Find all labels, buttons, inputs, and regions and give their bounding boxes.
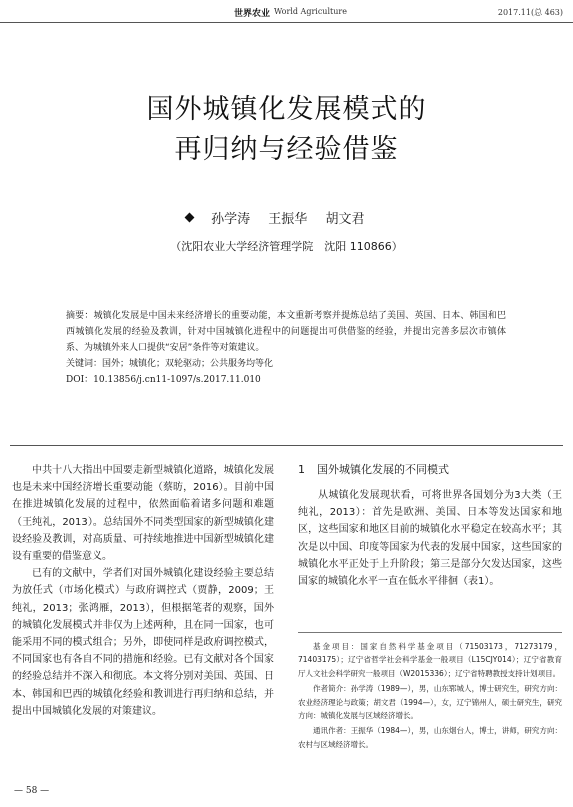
author-affiliation: （沈阳农业大学经济管理学院 沈阳 110866） — [170, 240, 403, 253]
body-paragraph: 已有的文献中，学者们对国外城镇化建设经验主要总结为放任式（市场化模式）与政府调控式（贾静，2009；王纯礼，2013；张鸿雁，2013），但根据笔者的观察，国外的城镇化发展模式并非仅为上述两种，且在同一国家，也可能采用不同的模式组合；另外，即使同样是政府调控模式，不同国家也有各自不同的措施和经验。已有文献对各个国家的经验总结并不深入和彻底。本文将分别对美国、英国、日本、韩国和巴西的城镇化经验和教训进行再归纳和总结，并提出中国城镇化发展的对策建议。 — [12, 568, 274, 717]
page-number: — 58 — — [14, 786, 50, 796]
body-left-column — [12, 462, 274, 720]
diamond-icon — [185, 213, 195, 223]
body-right-column — [298, 462, 562, 590]
body-paragraph: 从城镇化发展现状看，可将世界各国划分为3大类（王纯礼，2013）：首先是欧洲、美国、日本等发达国家和地区，这些国家和地区目前的城镇化水平稳定在较高水平；其次是以中国、印度等国家为代表的发展中国家，这些国家的城镇化水平正处于上升阶段；第三是部分欠发达国家，这些国家的城镇化水平一直在低水平徘徊（表1）。 — [298, 490, 562, 588]
doi: DOI：10.13856/j.cn11-1097/s.2017.11.010 — [66, 375, 261, 385]
author-name: 孙学涛 — [211, 212, 251, 227]
page-header — [0, 0, 573, 23]
keywords: 关键词：国外；城镇化；双轮驱动；公共服务均等化 — [66, 359, 274, 369]
article-title — [0, 90, 573, 170]
section-heading — [298, 462, 562, 478]
journal-english-name: World Agriculture — [274, 7, 347, 16]
body-paragraph: 中共十八大指出中国要走新型城镇化道路，城镇化发展也是未来中国经济增长重要动能（蔡昉，2016）。目前中国在推进城镇化发展的过程中，依然面临着诸多问题和难题（王纯礼，2013）。总结国外不同类型国家的新型城镇化建设经验及教训，对高质量、可持续地推进中国新型城镇化建设有重要的借鉴意义。 — [12, 465, 274, 563]
section-title: 国外城镇化发展的不同模式 — [317, 463, 449, 476]
section-divider — [10, 445, 563, 446]
title-line-1: 国外城镇化发展模式的 — [146, 94, 427, 125]
journal-name: 世界农业 — [234, 9, 271, 19]
title-line-2: 再归纳与经验借鉴 — [174, 134, 399, 165]
issue-number: 2017.11(总 463) — [497, 8, 563, 17]
author-list — [186, 208, 378, 227]
footnote-corresponding-author: 通讯作者：王振华（1984—），男，山东烟台人，博士，讲师，研究方向：农村与区域经济增长。 — [298, 726, 562, 749]
footnote-author-bio: 作者简介：孙学涛（1989—），男，山东郓城人，博士研究生，研究方向：农业经济理论与政策；胡文君（1994—），女，辽宁锦州人，硕士研究生，研究方向：城镇化发展与区域经济增长。 — [298, 684, 562, 721]
abstract-block — [66, 308, 506, 388]
abstract-text: 摘要：城镇化发展是中国未来经济增长的重要动能，本文重新考察并提炼总结了美国、英国、日本、韩国和巴西城镇化发展的经验及教训，针对中国城镇化进程中的问题提出可供借鉴的经验，并提出完善多层次市镇体系、为城镇外来人口提供“安居”条件等对策建议。 — [66, 311, 506, 353]
footnote-divider — [298, 632, 562, 633]
author-name: 王振华 — [268, 212, 308, 227]
footnotes — [298, 640, 562, 753]
footnote-funding: 基金项目：国家自然科学基金项目（71503173，71273179，71403175）；辽宁省哲学社会科学基金一般项目（L15CJY014）；辽宁省教育厅人文社会科学研究一般项目（W2015336）；辽宁省特聘教授支持计划项目。 — [298, 642, 562, 678]
author-name: 胡文君 — [325, 212, 365, 227]
section-number: 1 — [298, 463, 305, 476]
